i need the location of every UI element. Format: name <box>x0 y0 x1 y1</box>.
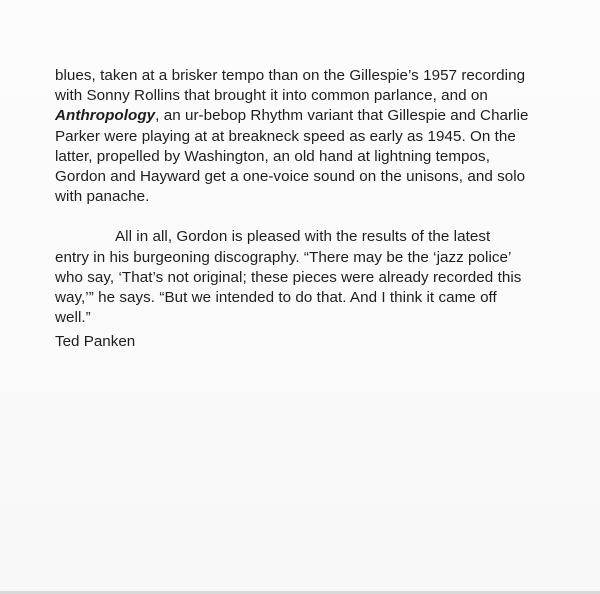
paragraph-1-line-4: Parker were playing at at breakneck speed as early as 1945. On the <box>55 127 516 145</box>
paragraph-1-line-2: with Sonny Rollins that brought it into common parlance, and on <box>55 87 488 105</box>
paragraph-2-line-1: All in all, Gordon is pleased with the results of the latest <box>115 228 491 246</box>
paragraph-1-line-3-rest: , an ur-bebop Rhythm variant that Gillespie and Charlie <box>155 107 529 125</box>
paragraph-2-line-5: well.” <box>55 309 91 327</box>
paragraph-1-line-7: with panache. <box>55 188 150 206</box>
paragraph-1-line-6: Gordon and Hayward get a one-voice sound on the unisons, and solo <box>55 168 526 186</box>
paragraph-2-line-4: way,’” he says. “But we intended to do that. And I think it came off <box>55 289 497 307</box>
paragraph-1-line-3 <box>55 106 575 126</box>
paragraph-spacer <box>55 207 575 227</box>
paragraph-1-line-1: blues, taken at a brisker tempo than on the Gillespie’s 1957 recording <box>55 67 526 84</box>
paragraph-2-line-3: who say, ‘That’s not original; these pieces were already recorded this <box>55 268 522 286</box>
album-title-anthropology: Anthropology <box>55 107 156 125</box>
body-text <box>55 66 575 328</box>
paragraph-1-line-5: latter, propelled by Washington, an old hand at lightning tempos, <box>55 147 490 165</box>
author-signature: Ted Panken <box>55 333 136 350</box>
paragraph-2-line-2: entry in his burgeoning discography. “There may be the ‘jazz police’ <box>55 248 512 266</box>
